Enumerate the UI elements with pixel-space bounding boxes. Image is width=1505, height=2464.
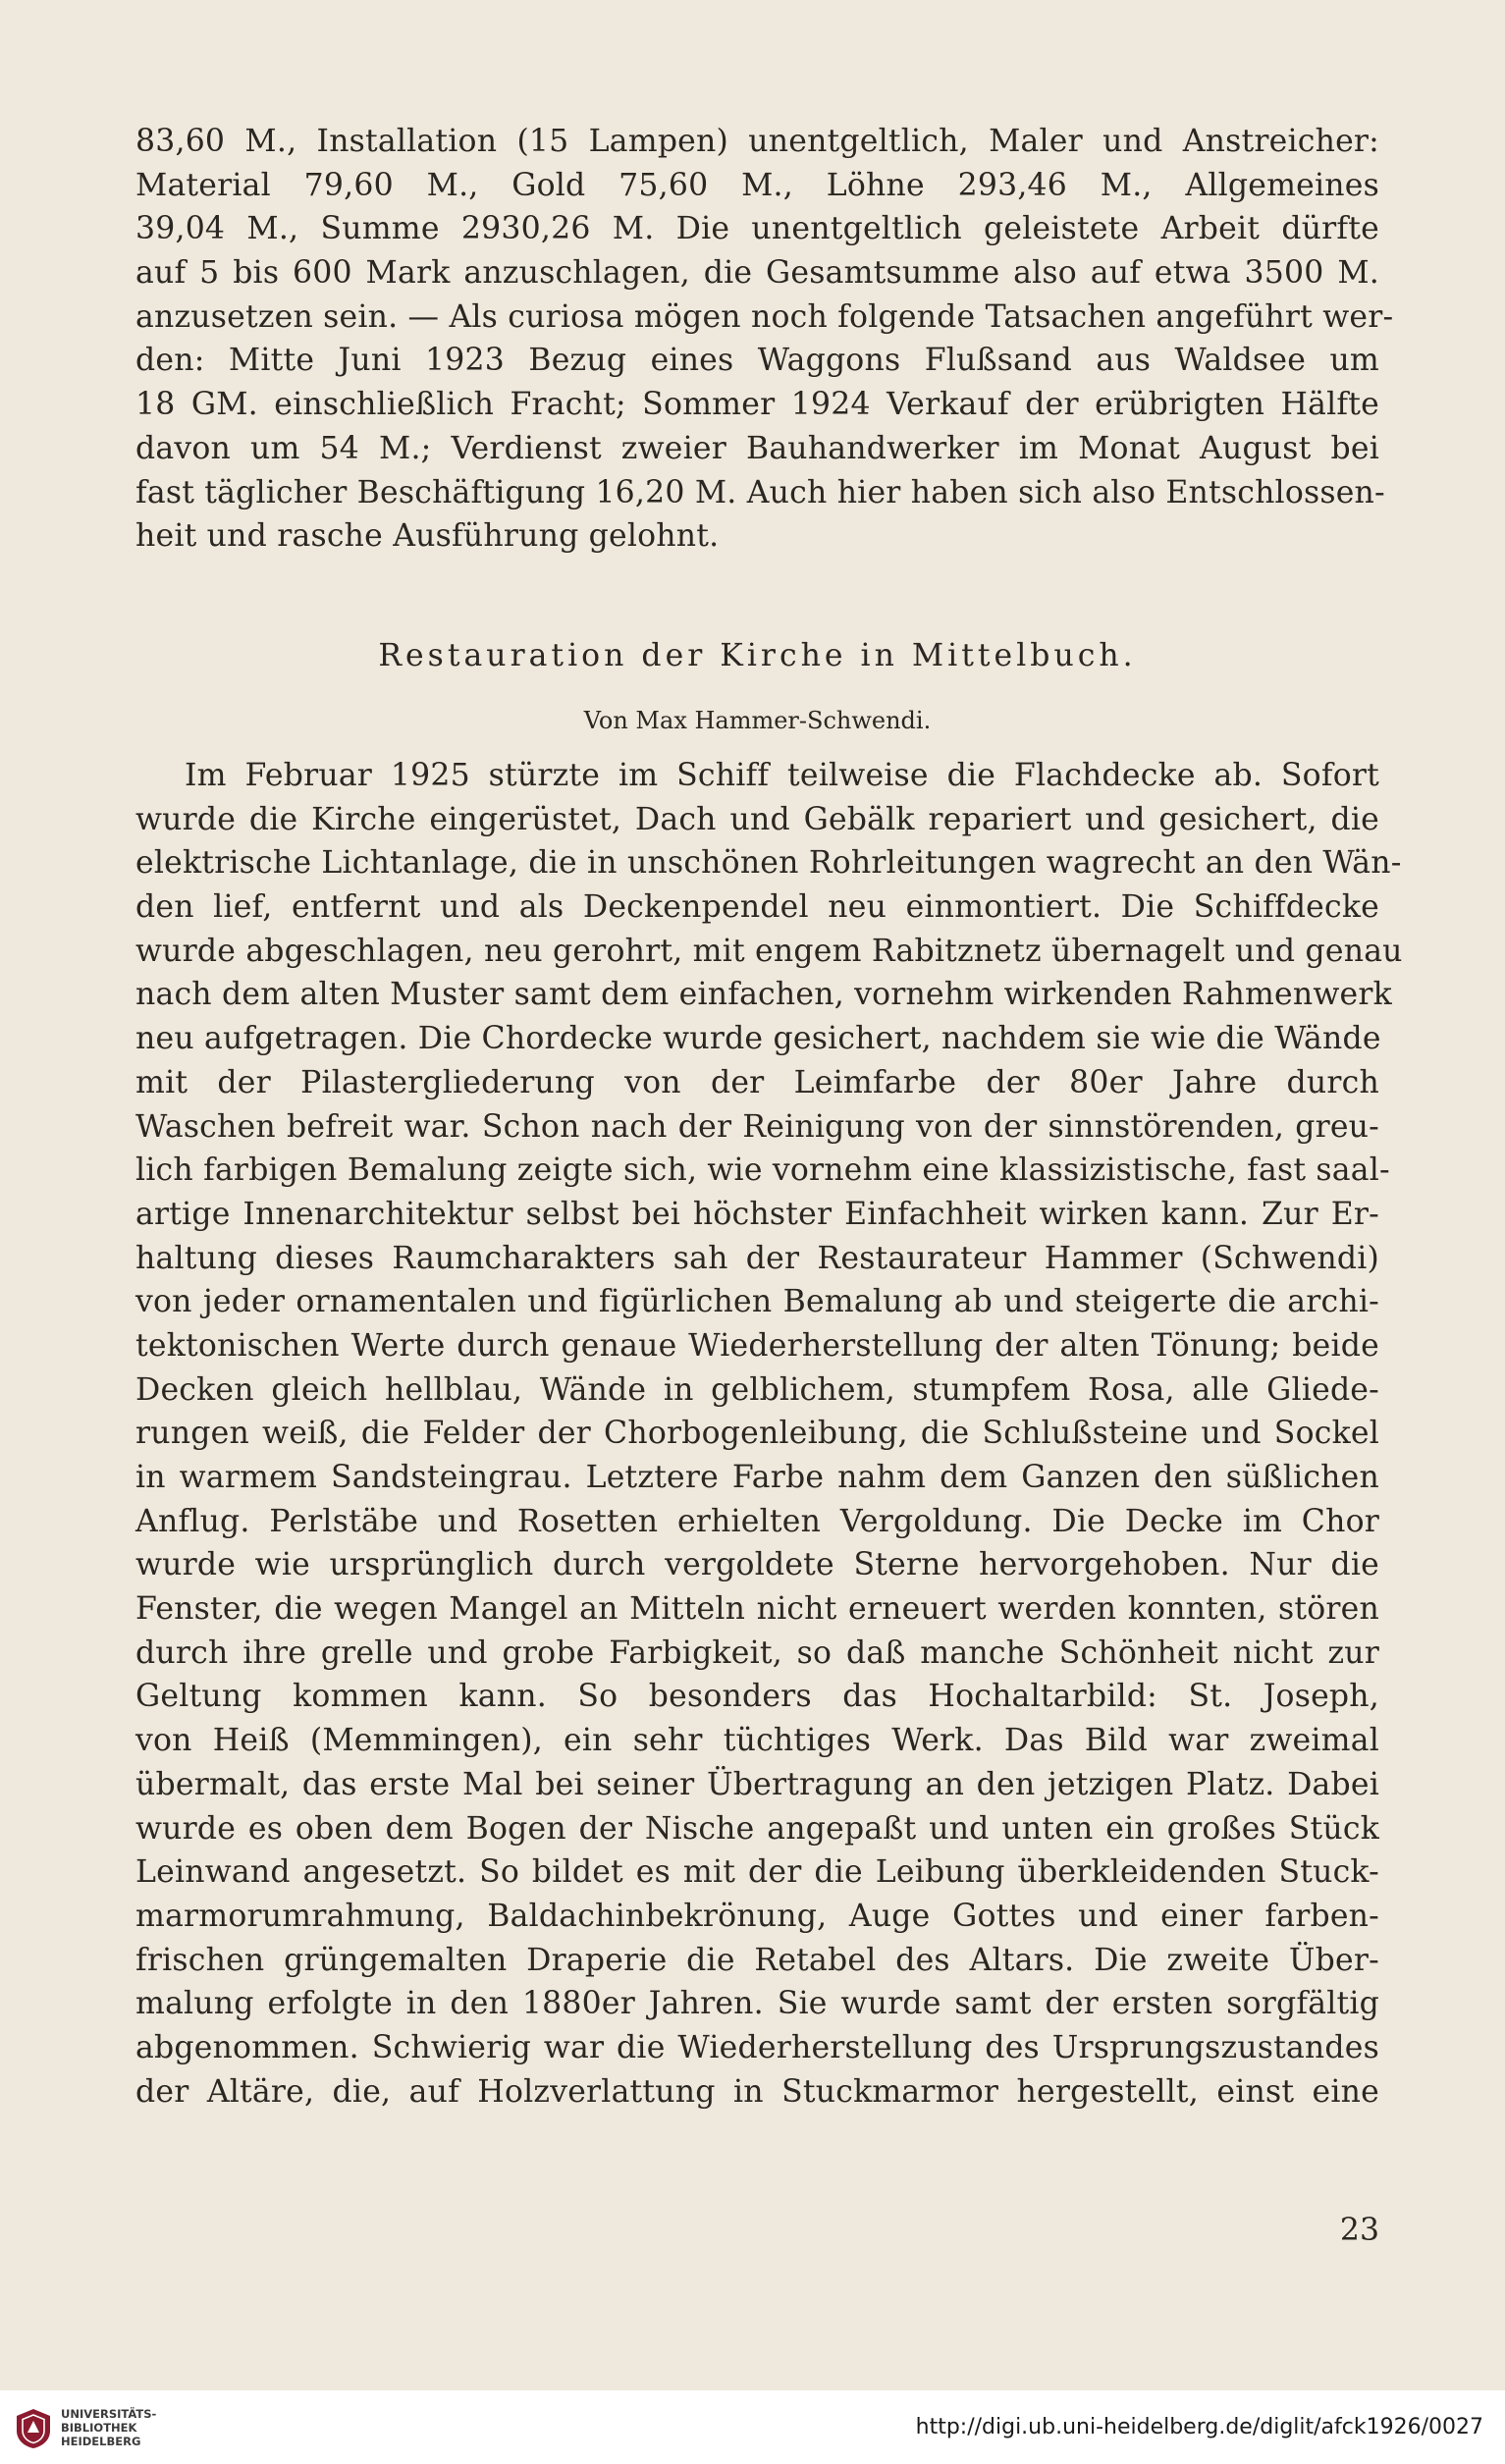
text-line: rungen weiß, die Felder der Chorbogenleibung, die Schlußsteine und Sockel — [135, 1416, 1379, 1452]
text-line: davon um 54 M.; Verdienst zweier Bauhandwerker im Monat August bei — [135, 430, 1379, 466]
text-line: wurde die Kirche eingerüstet, Dach und Gebälk repariert und gesichert, die — [135, 801, 1379, 837]
text-line: malung erfolgte in den 1880er Jahren. Sie wurde samt der ersten sorgfältig — [135, 1986, 1379, 2022]
text-line: Waschen befreit war. Schon nach der Reinigung von der sinnstörenden, greu- — [135, 1108, 1379, 1145]
text-line: lich farbigen Bemalung zeigte sich, wie vornehm eine klassizistische, fast saal- — [135, 1152, 1390, 1189]
text-line: mit der Pilastergliederung von der Leimfarbe der 80er Jahre durch — [135, 1064, 1379, 1100]
text-line: fast täglicher Beschäftigung 16,20 M. Auch hier haben sich also Entschlossen- — [135, 474, 1385, 510]
text-line: elektrische Lichtanlage, die in unschönen Rohrleitungen wagrecht an den Wän- — [135, 845, 1402, 882]
text-line: tektonischen Werte durch genaue Wiederherstellung der alten Tönung; beide — [135, 1327, 1379, 1364]
library-name-line: HEIDELBERG — [61, 2435, 141, 2448]
text-line: 18 GM. einschließlich Fracht; Sommer 1924 Verkauf der erübrigten Hälfte — [135, 387, 1379, 423]
text-line: Fenster, die wegen Mangel an Mitteln nicht erneuert werden konnten, stören — [135, 1591, 1379, 1628]
text-line: in warmem Sandsteingrau. Letztere Farbe nahm dem Ganzen den süßlichen — [135, 1460, 1379, 1495]
library-name[interactable] — [61, 2407, 156, 2448]
text-line: 83,60 M., Installation (15 Lampen) unentgeltlich, Maler und Anstreicher: — [135, 124, 1379, 159]
library-name-line: UNIVERSITÄTS- — [61, 2407, 157, 2421]
text-line: 39,04 M., Summe 2930,26 M. Die unentgeltlich geleistete Arbeit dürfte — [135, 211, 1379, 247]
text-line: haltung dieses Raumcharakters sah der Restaurateur Hammer (Schwendi) — [135, 1240, 1379, 1276]
article-title: Restauration der Kirche in Mittelbuch. — [378, 638, 1137, 673]
article-author: Von Max Hammer-Schwendi. — [583, 707, 932, 734]
page-number: 23 — [1339, 2213, 1379, 2248]
text-line: nach dem alten Muster samt dem einfachen, vornehm wirkenden Rahmenwerk — [135, 977, 1392, 1013]
text-line: von jeder ornamentalen und figürlichen Bemalung ab und steigerte die archi- — [135, 1284, 1379, 1320]
text-line: Decken gleich hellblau, Wände in gelblichem, stumpfem Rosa, alle Gliede- — [135, 1371, 1379, 1408]
text-line: übermalt, das erste Mal bei seiner Übertragung an den jetzigen Platz. Dabei — [135, 1766, 1379, 1802]
text-line: Material 79,60 M., Gold 75,60 M., Löhne 293,46 M., Allgemeines — [135, 167, 1379, 203]
text-line: frischen grüngemalten Draperie die Retabel des Altars. Die zweite Über- — [135, 1942, 1379, 1978]
text-line: abgenommen. Schwierig war die Wiederherstellung des Ursprungszustandes — [135, 2029, 1379, 2065]
text-line: Anflug. Perlstäbe und Rosetten erhielten Vergoldung. Die Decke im Chor — [135, 1503, 1379, 1539]
text-line: den lief, entfernt und als Deckenpendel neu einmontiert. Die Schiffdecke — [135, 889, 1379, 926]
source-url-link[interactable]: http://digi.ub.uni-heidelberg.de/diglit/afck1926/0027 — [915, 2415, 1483, 2439]
text-line: Geltung kommen kann. So besonders das Hochaltarbild: St. Joseph, — [135, 1679, 1379, 1715]
text-line: neu aufgetragen. Die Chordecke wurde gesichert, nachdem sie wie die Wände — [135, 1021, 1381, 1057]
text-line: auf 5 bis 600 Mark anzuschlagen, die Gesamtsumme also auf etwa 3500 M. — [135, 255, 1379, 292]
text-line: wurde es oben dem Bogen der Nische angepaßt und unten ein großes Stück — [135, 1810, 1379, 1847]
text-line: den: Mitte Juni 1923 Bezug eines Waggons Flußsand aus Waldsee um — [135, 343, 1379, 379]
text-line: marmorumrahmung, Baldachinbekrönung, Auge Gottes und einer farben- — [135, 1898, 1379, 1934]
text-line: artige Innenarchitektur selbst bei höchster Einfachheit wirken kann. Zur Er- — [135, 1196, 1379, 1232]
text-line: Leinwand angesetzt. So bildet es mit der die Leibung überkleidenden Stuck- — [135, 1854, 1379, 1891]
university-seal-icon[interactable] — [14, 2407, 53, 2450]
text-line: Im Februar 1925 stürzte im Schiff teilweise die Flachdecke ab. Sofort — [185, 758, 1379, 793]
text-line: anzusetzen sein. — Als curiosa mögen noch folgende Tatsachen angeführt wer- — [135, 298, 1394, 335]
continuation-paragraph — [135, 120, 1394, 559]
article-body — [135, 754, 1403, 2114]
text-line: durch ihre grelle und grobe Farbigkeit, so daß manche Schönheit nicht zur — [135, 1634, 1379, 1671]
text-line: von Heiß (Memmingen), ein sehr tüchtiges Werk. Das Bild war zweimal — [135, 1723, 1379, 1759]
text-line: heit und rasche Ausführung gelohnt. — [135, 518, 720, 555]
library-name-line: BIBLIOTHEK — [61, 2421, 137, 2435]
text-line: der Altäre, die, auf Holzverlattung in Stuckmarmor hergestellt, einst eine — [135, 2073, 1379, 2110]
text-line: wurde wie ursprünglich durch vergoldete Sterne hervorgehoben. Nur die — [135, 1547, 1379, 1583]
text-line: wurde abgeschlagen, neu gerohrt, mit engem Rabitznetz übernagelt und genau — [135, 933, 1403, 969]
